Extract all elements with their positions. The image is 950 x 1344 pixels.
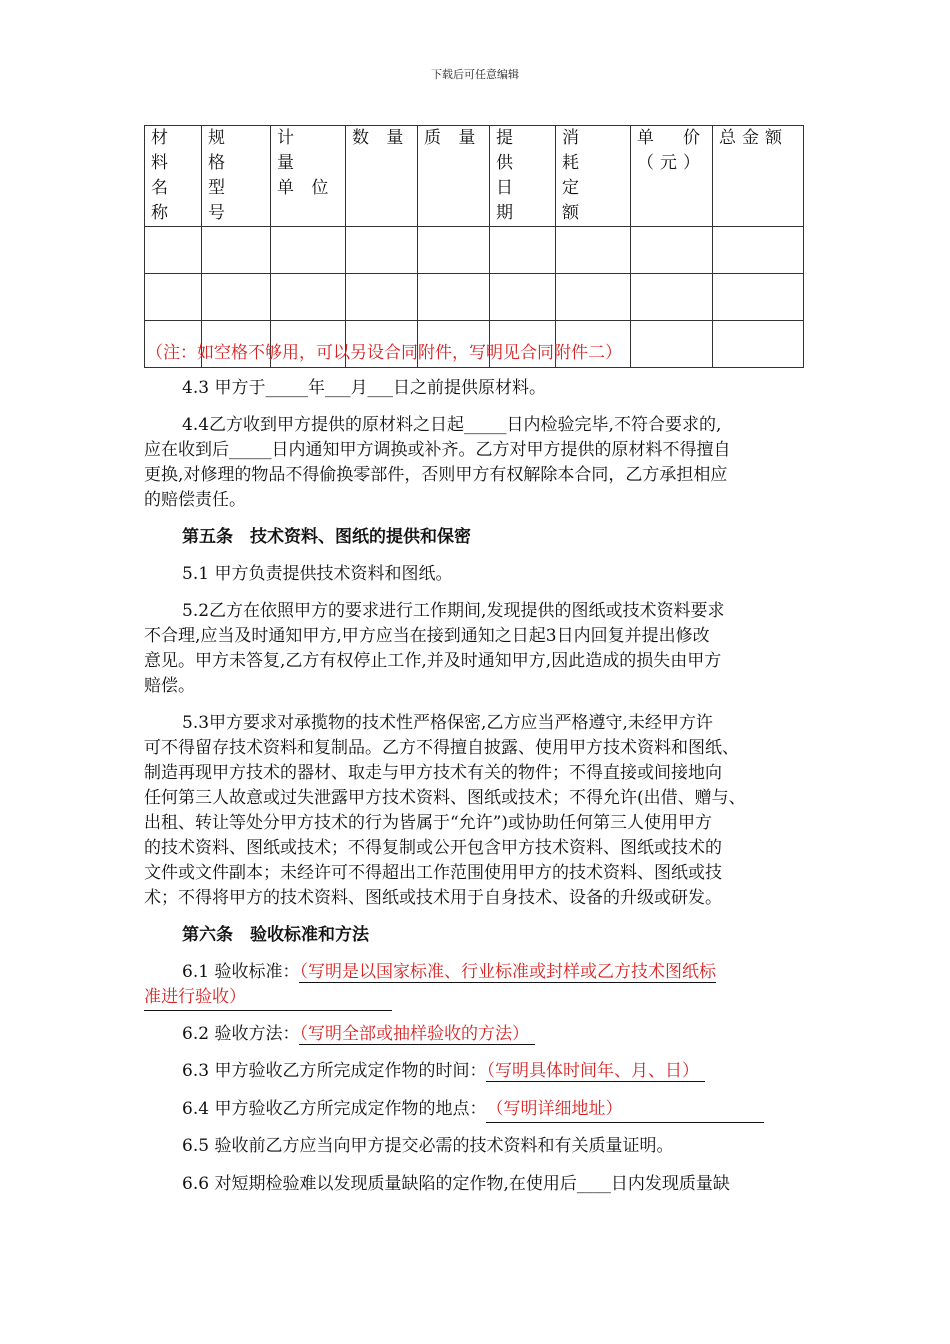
- header-line: 单 位: [277, 178, 335, 198]
- paragraph-line: 的赔偿责任。: [144, 490, 246, 510]
- header-line: 提 供: [496, 128, 519, 173]
- clause-5-2: [144, 599, 808, 699]
- paragraph-line: 不合理,应当及时通知甲方,甲方应当在接到通知之日起3日内回复并提出修改: [144, 626, 710, 646]
- column-header: [631, 126, 713, 227]
- paragraph-line: 术；不得将甲方的技术资料、图纸或技术用于自身技术、设备的升级或研发。: [144, 888, 722, 908]
- header-line: 材料: [151, 128, 174, 173]
- acceptance-method-field[interactable]: （写明全部或抽样验收的方法）: [299, 1024, 535, 1045]
- paragraph-line: 出租、转让等处分甲方技术的行为皆属于“允许”)或协助任何第三人使用甲方: [144, 813, 713, 833]
- header-line: 名称: [151, 178, 174, 223]
- clause-4-4: [144, 413, 808, 513]
- clause-text: 6.5 验收前乙方应当向甲方提交必需的技术资料和有关质量证明。: [182, 1136, 674, 1156]
- table-note: （注：如空格不够用，可以另设合同附件，写明见合同附件二）: [146, 343, 622, 363]
- paragraph-line: 文件或文件副本；未经许可不得超出工作范围使用甲方的技术资料、图纸或技: [144, 863, 722, 883]
- paragraph-line: 5.3甲方要求对承揽物的技术性严格保密,乙方应当严格遵守,未经甲方许: [182, 713, 713, 733]
- column-header: [556, 126, 631, 227]
- table-cell[interactable]: [490, 274, 556, 321]
- acceptance-location-field[interactable]: （写明详细地址）: [486, 1097, 764, 1123]
- paragraph-line: 5.2乙方在依照甲方的要求进行工作期间,发现提供的图纸或技术资料要求: [182, 601, 725, 621]
- clause-6-3: [144, 1059, 808, 1084]
- clause-4-3: [144, 376, 808, 401]
- table-cell[interactable]: [418, 227, 490, 274]
- heading-text: 第六条 验收标准和方法: [182, 925, 369, 945]
- table-cell[interactable]: [631, 274, 713, 321]
- article-5-heading: [144, 525, 808, 550]
- table-cell[interactable]: [418, 274, 490, 321]
- table-cell[interactable]: [346, 227, 418, 274]
- table-cell[interactable]: [713, 321, 804, 368]
- table-cell[interactable]: [145, 274, 202, 321]
- header-line: 日 期: [496, 178, 519, 223]
- paragraph-line: 意见。甲方未答复,乙方有权停止工作,并及时通知甲方,因此造成的损失由甲方: [144, 651, 722, 671]
- column-header: [271, 126, 346, 227]
- header-line: 单 价: [637, 128, 706, 148]
- clause-6-4: [144, 1097, 808, 1122]
- field-label: 6.2 验收方法：: [182, 1024, 300, 1044]
- paragraph-line: 任何第三人故意或过失泄露甲方技术资料、图纸或技术；不得允许(出借、赠与、: [144, 788, 746, 808]
- paragraph-line: 可不得留存技术资料和复制品。乙方不得擅自披露、使用甲方技术资料和图纸、: [144, 738, 739, 758]
- clause-text: 6.6 对短期检验难以发现质量缺陷的定作物,在使用后____日内发现质量缺: [182, 1174, 730, 1194]
- acceptance-time-field[interactable]: （写明具体时间年、月、日）: [486, 1061, 705, 1082]
- header-line: 型 号: [208, 178, 231, 223]
- clause-6-5: [144, 1134, 808, 1159]
- paragraph-line: 制造再现甲方技术的器材、取走与甲方技术有关的物件；不得直接或间接地向: [144, 763, 722, 783]
- acceptance-standard-field-cont[interactable]: 准进行验收）: [144, 985, 392, 1011]
- column-header: [145, 126, 202, 227]
- header-line: 定 额: [562, 178, 608, 223]
- header-line: 计 量: [277, 128, 323, 173]
- clause-5-1: [144, 562, 808, 587]
- table-cell[interactable]: [631, 227, 713, 274]
- column-header: [418, 126, 490, 227]
- clause-text: 5.1 甲方负责提供技术资料和图纸。: [182, 564, 453, 584]
- table-cell[interactable]: [346, 274, 418, 321]
- table-cell[interactable]: [556, 227, 631, 274]
- table-cell[interactable]: [490, 227, 556, 274]
- table-cell[interactable]: [631, 321, 713, 368]
- header-line: （元）: [637, 153, 706, 173]
- paragraph-line: 应在收到后_____日内通知甲方调换或补齐。乙方对甲方提供的原材料不得擅自: [144, 440, 731, 460]
- table-row: [145, 227, 804, 274]
- acceptance-standard-field[interactable]: （写明是以国家标准、行业标准或封样或乙方技术图纸标: [299, 962, 716, 982]
- table-cell[interactable]: [202, 274, 271, 321]
- clause-5-3: [144, 711, 808, 911]
- field-label: 6.3 甲方验收乙方所完成定作物的时间：: [182, 1061, 487, 1081]
- paragraph-line: 的技术资料、图纸或技术；不得复制或公开包含甲方技术资料、图纸或技术的: [144, 838, 722, 858]
- column-header: [490, 126, 556, 227]
- clause-6-6: [144, 1172, 808, 1197]
- clause-6-2: [144, 1022, 808, 1047]
- table-cell[interactable]: [713, 274, 804, 321]
- header-line: 总金额: [719, 128, 788, 148]
- table-cell[interactable]: [271, 274, 346, 321]
- column-header: [346, 126, 418, 227]
- table-cell[interactable]: [713, 227, 804, 274]
- materials-table: [144, 125, 804, 368]
- clause-text: 4.3 甲方于_____年___月___日之前提供原材料。: [182, 378, 546, 398]
- field-label: 6.1 验收标准：: [182, 962, 300, 982]
- table-cell[interactable]: [202, 227, 271, 274]
- field-label: 6.4 甲方验收乙方所完成定作物的地点：: [182, 1099, 487, 1119]
- paragraph-line: 更换,对修理的物品不得偷换零部件，否则甲方有权解除本合同，乙方承担相应: [144, 465, 728, 485]
- header-line: 质 量: [424, 128, 482, 148]
- paragraph-line: 4.4乙方收到甲方提供的原材料之日起_____日内检验完毕,不符合要求的,: [182, 415, 722, 435]
- header-line: 消 耗: [562, 128, 608, 173]
- table-cell[interactable]: [145, 227, 202, 274]
- header-line: 数 量: [352, 128, 410, 148]
- paragraph-line: 赔偿。: [144, 676, 195, 696]
- table-row: [145, 274, 804, 321]
- table-cell[interactable]: [556, 274, 631, 321]
- heading-text: 第五条 技术资料、图纸的提供和保密: [182, 527, 471, 547]
- clause-6-1: [144, 960, 808, 1010]
- column-header: [202, 126, 271, 227]
- column-header: [713, 126, 804, 227]
- header-line: 规 格: [208, 128, 231, 173]
- table-cell[interactable]: [271, 227, 346, 274]
- page-header: 下载后可任意编辑: [431, 68, 519, 81]
- article-6-heading: [144, 923, 808, 948]
